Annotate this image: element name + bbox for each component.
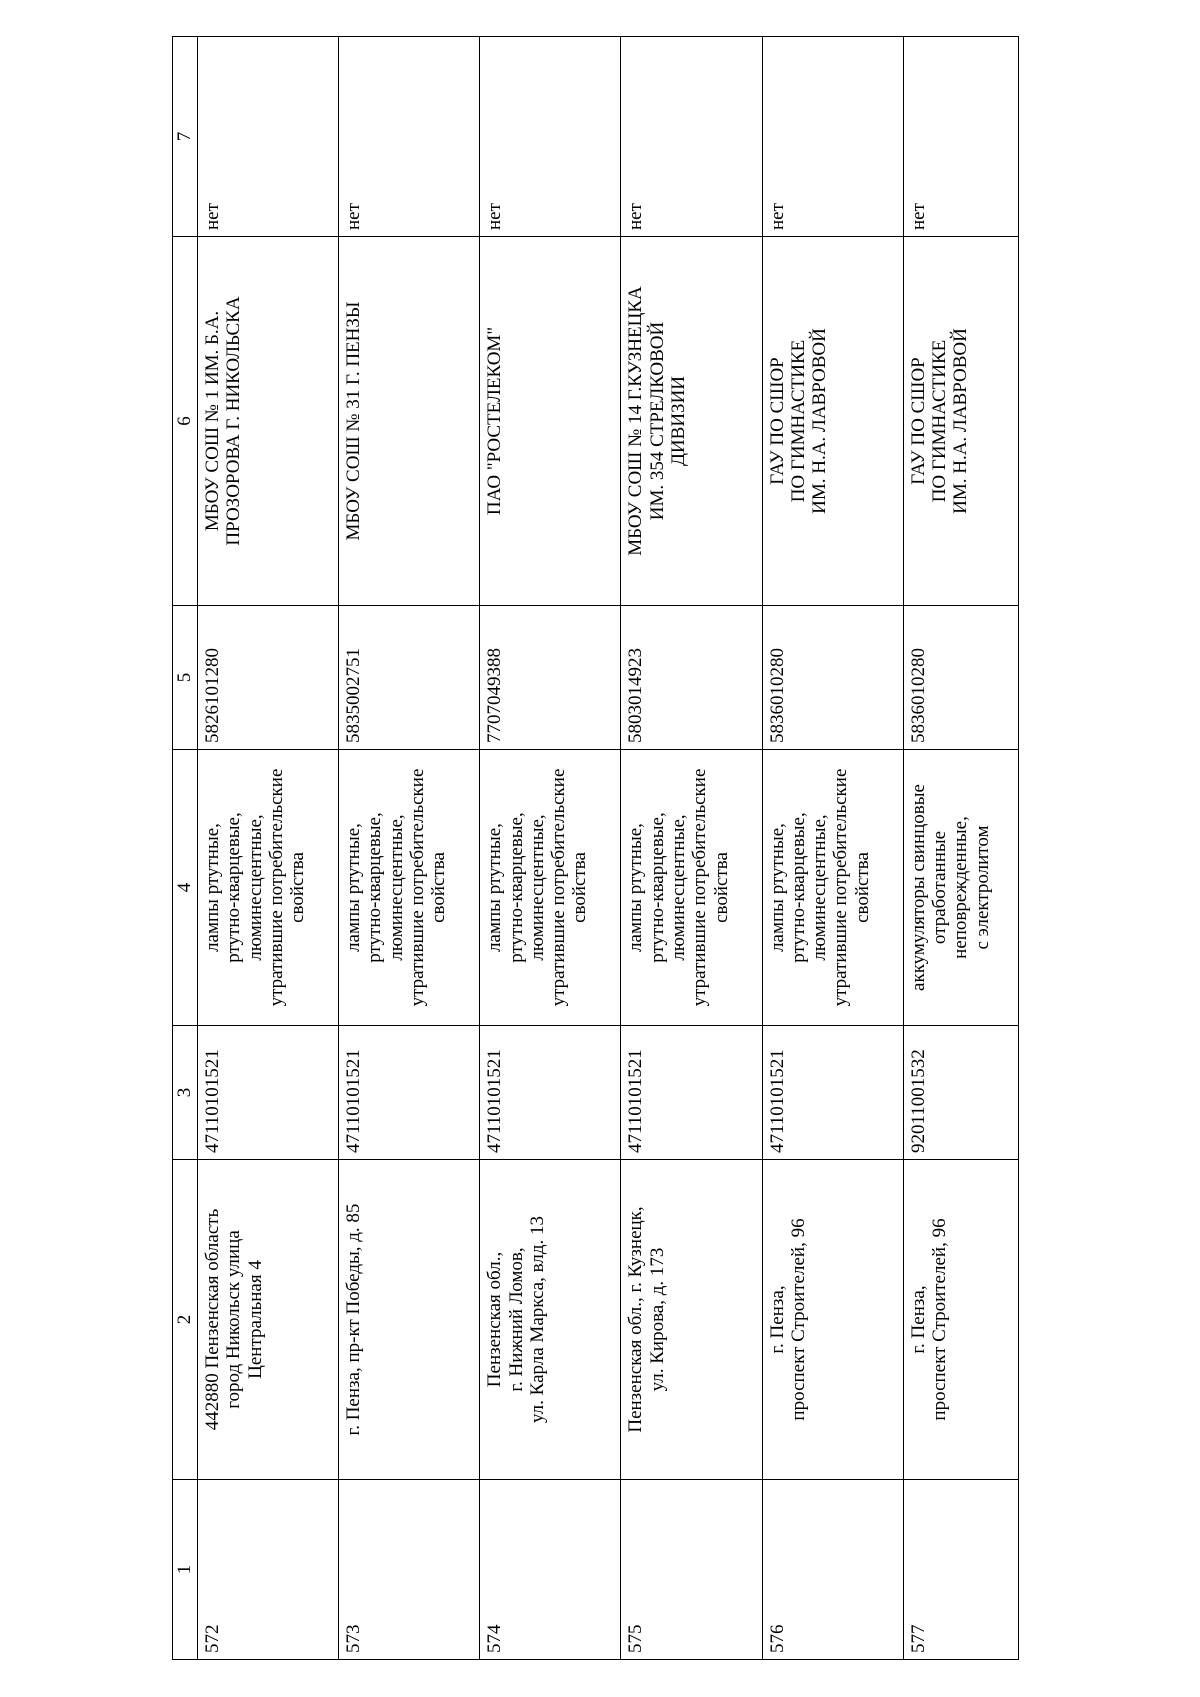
inn-cell: 5835002751 xyxy=(339,606,480,750)
flag-cell: нет xyxy=(903,37,1018,237)
waste-code-cell: 47110101521 xyxy=(762,1026,903,1160)
organization-cell: ГАУ ПО СШОР ПО ГИМНАСТИКЕ ИМ. Н.А. ЛАВРОВОЙ xyxy=(762,237,903,606)
rotated-table-container xyxy=(172,37,1019,1660)
waste-registry-table xyxy=(172,36,1019,1660)
organization-cell: ГАУ ПО СШОР ПО ГИМНАСТИКЕ ИМ. Н.А. ЛАВРОВОЙ xyxy=(903,237,1018,606)
header-row xyxy=(173,37,198,1660)
inn-cell: 5803014923 xyxy=(621,606,762,750)
inn-cell: 5836010280 xyxy=(903,606,1018,750)
row-number: 576 xyxy=(762,1480,903,1660)
inn-cell: 7707049388 xyxy=(480,606,621,750)
table-row xyxy=(198,37,339,1660)
organization-cell: МБОУ СОШ № 14 Г.КУЗНЕЦКА ИМ. 354 СТРЕЛКОВОЙ ДИВИЗИИ xyxy=(621,237,762,606)
row-number: 577 xyxy=(903,1480,1018,1660)
waste-type-cell: лампы ртутные, ртутно-кварцевые, люминесцентные, утратившие потребительские свойства xyxy=(621,750,762,1026)
row-number: 574 xyxy=(480,1480,621,1660)
header-cell-7: 7 xyxy=(173,37,198,237)
address-cell: г. Пенза, проспект Строителей, 96 xyxy=(762,1160,903,1480)
flag-cell: нет xyxy=(762,37,903,237)
waste-code-cell: 47110101521 xyxy=(198,1026,339,1160)
waste-type-cell: лампы ртутные, ртутно-кварцевые, люминесцентные, утратившие потребительские свойства xyxy=(339,750,480,1026)
inn-cell: 5826101280 xyxy=(198,606,339,750)
flag-cell: нет xyxy=(480,37,621,237)
waste-code-cell: 47110101521 xyxy=(339,1026,480,1160)
table-row xyxy=(480,37,621,1660)
waste-type-cell: лампы ртутные, ртутно-кварцевые, люминесцентные, утратившие потребительские свойства xyxy=(198,750,339,1026)
row-number: 572 xyxy=(198,1480,339,1660)
header-cell-6: 6 xyxy=(173,237,198,606)
header-cell-1: 1 xyxy=(173,1480,198,1660)
flag-cell: нет xyxy=(198,37,339,237)
table-row xyxy=(621,37,762,1660)
waste-type-cell: лампы ртутные, ртутно-кварцевые, люминесцентные, утратившие потребительские свойства xyxy=(762,750,903,1026)
waste-code-cell: 47110101521 xyxy=(621,1026,762,1160)
row-number: 573 xyxy=(339,1480,480,1660)
header-cell-4: 4 xyxy=(173,750,198,1026)
inn-cell: 5836010280 xyxy=(762,606,903,750)
table-row xyxy=(762,37,903,1660)
address-cell: г. Пенза, проспект Строителей, 96 xyxy=(903,1160,1018,1480)
row-number: 575 xyxy=(621,1480,762,1660)
organization-cell: МБОУ СОШ № 1 ИМ. Б.А. ПРОЗОРОВА Г. НИКОЛЬСКА xyxy=(198,237,339,606)
header-cell-3: 3 xyxy=(173,1026,198,1160)
table-row xyxy=(339,37,480,1660)
table-row xyxy=(903,37,1018,1660)
waste-code-cell: 47110101521 xyxy=(480,1026,621,1160)
organization-cell: ПАО "РОСТЕЛЕКОМ" xyxy=(480,237,621,606)
flag-cell: нет xyxy=(339,37,480,237)
address-cell: 442880 Пензенская область город Никольск улица Центральная 4 xyxy=(198,1160,339,1480)
address-cell: Пензенская обл., г. Нижний Ломов, ул. Карла Маркса, влд. 13 xyxy=(480,1160,621,1480)
waste-type-cell: лампы ртутные, ртутно-кварцевые, люминесцентные, утратившие потребительские свойства xyxy=(480,750,621,1026)
header-cell-2: 2 xyxy=(173,1160,198,1480)
header-cell-5: 5 xyxy=(173,606,198,750)
waste-code-cell: 92011001532 xyxy=(903,1026,1018,1160)
organization-cell: МБОУ СОШ № 31 Г. ПЕНЗЫ xyxy=(339,237,480,606)
address-cell: Пензенская обл., г. Кузнецк, ул. Кирова, д. 173 xyxy=(621,1160,762,1480)
waste-type-cell: аккумуляторы свинцовые отработанные неповрежденные, с электролитом xyxy=(903,750,1018,1026)
address-cell: г. Пенза, пр-кт Победы, д. 85 xyxy=(339,1160,480,1480)
flag-cell: нет xyxy=(621,37,762,237)
